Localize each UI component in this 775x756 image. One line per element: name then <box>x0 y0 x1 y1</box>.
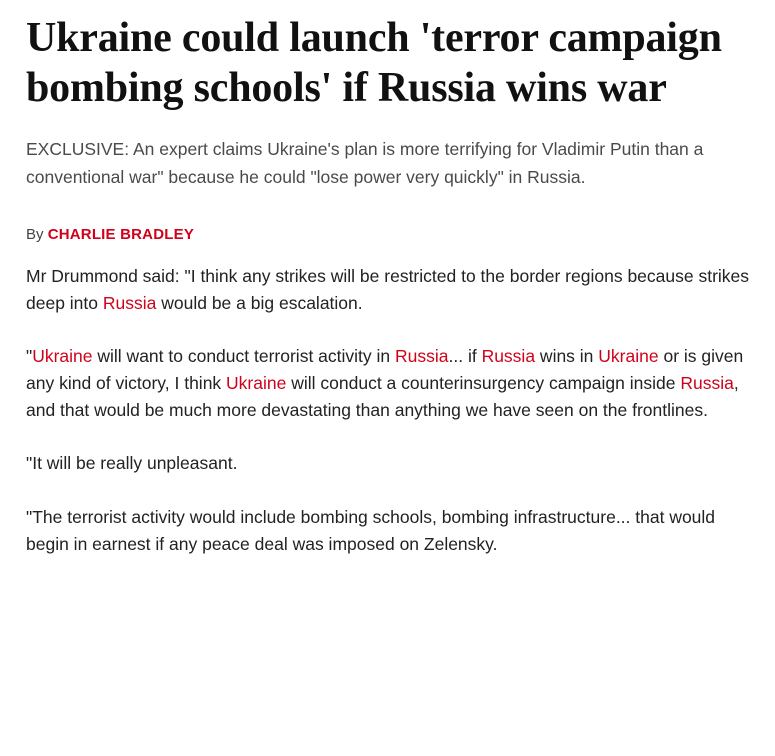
byline <box>26 226 753 243</box>
paragraph-text: would be a big escalation. <box>156 292 363 313</box>
page-title: Ukraine could launch 'terror campaign bombing schools' if Russia wins war <box>26 15 722 111</box>
paragraph-text: " <box>26 346 33 367</box>
paragraph-text: will conduct a counterinsurgency campaign inside <box>286 373 681 394</box>
paragraph-text: or is given any kind of victory, I think <box>26 346 744 394</box>
paragraph-text: Mr Drummond said: "I think any strikes will be restricted to the border regions because strikes deep into <box>26 265 750 313</box>
keyword-link[interactable]: Ukraine <box>598 346 659 367</box>
article-paragraph <box>26 450 753 477</box>
keyword-link[interactable]: Ukraine <box>32 346 93 367</box>
article-paragraph <box>26 263 753 317</box>
keyword-link[interactable]: Russia <box>102 292 157 313</box>
paragraph-text: ... if <box>448 346 482 367</box>
paragraph-text: "It will be really unpleasant. <box>26 453 238 474</box>
article-paragraph <box>26 343 753 424</box>
paragraph-text: , and that would be much more devastating than anything we have seen on the frontlines. <box>26 373 739 421</box>
article-standfirst: EXCLUSIVE: An expert claims Ukraine's plan is more terrifying for Vladimir Putin than a conventional war" because he could "lose power very quickly" in Russia. <box>26 139 704 188</box>
article-body <box>26 263 753 558</box>
paragraph-text: wins in <box>535 346 599 367</box>
byline-prefix: By <box>26 225 44 243</box>
byline-author[interactable]: CHARLIE BRADLEY <box>47 225 195 243</box>
keyword-link[interactable]: Russia <box>481 346 536 367</box>
keyword-link[interactable]: Ukraine <box>226 373 287 394</box>
paragraph-text: "The terrorist activity would include bombing schools, bombing infrastructure... that would begin in earnest if any peace deal was imposed on Zelensky. <box>26 506 716 554</box>
paragraph-text: will want to conduct terrorist activity in <box>92 346 395 367</box>
keyword-link[interactable]: Russia <box>680 373 734 394</box>
keyword-link[interactable]: Russia <box>395 346 449 367</box>
article-paragraph <box>26 504 753 558</box>
